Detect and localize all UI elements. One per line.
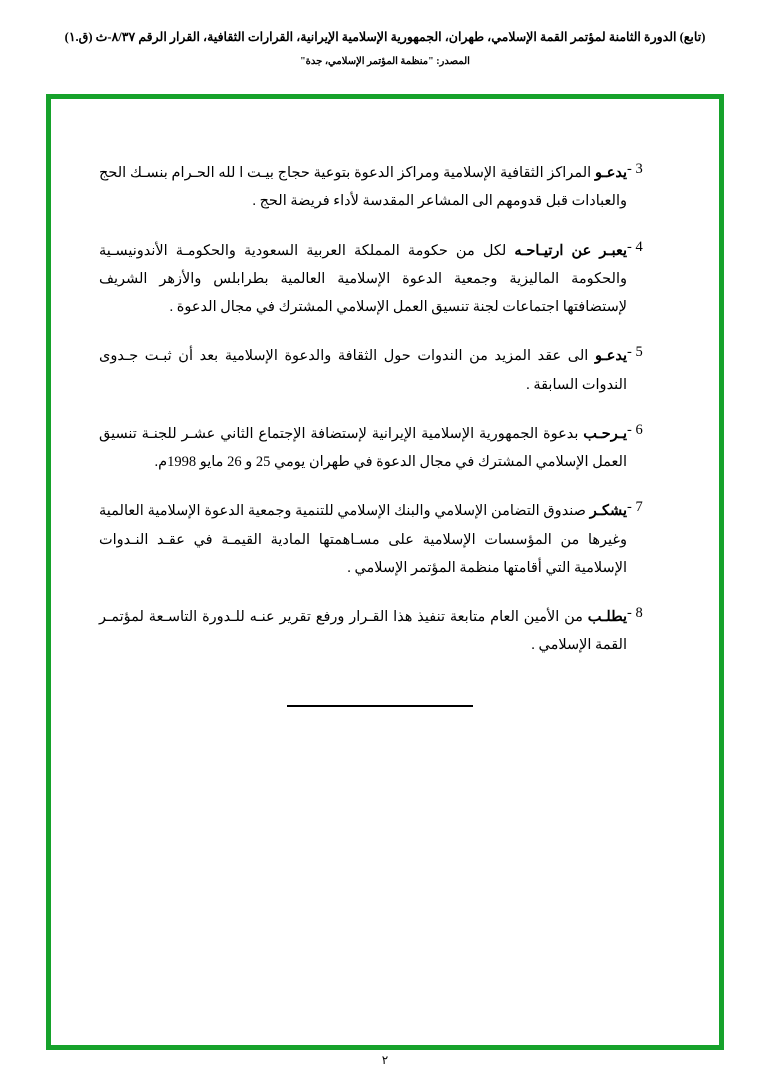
clause-lead-verb: يدعـو bbox=[594, 348, 627, 365]
page-number: ٢ bbox=[381, 1053, 389, 1067]
clause-body-text: بدعوة الجمهورية الإسلامية الإيرانية لإستضافة الإجتماع الثاني عشـر للجنـة تنسيق العمل الإسلامي المشترك في مجال الدعوة في طهران يومي 25 و 26 مايو 1998م. bbox=[99, 425, 627, 471]
page-border-frame bbox=[46, 94, 724, 1050]
resolution-clause-list bbox=[99, 159, 661, 712]
clause-text bbox=[99, 159, 627, 216]
clause-body-text: الى عقد المزيد من الندوات حول الثقافة والدعوة الإسلامية بعد أن ثبـت جـدوى الندوات السابقة . bbox=[99, 348, 627, 393]
clause-lead-verb: يطلـب bbox=[587, 609, 628, 626]
clause-item bbox=[99, 497, 661, 582]
clause-item bbox=[99, 159, 661, 216]
horizontal-rule bbox=[287, 705, 473, 707]
clause-number: 5 - bbox=[627, 344, 643, 361]
clause-body-text: من الأمين العام متابعة تنفيذ هذا القـرار ورفع تقرير عنـه للـدورة التاسـعة لمؤتمـر القمة الإسلامي . bbox=[99, 609, 627, 654]
clause-lead-verb: يـرحـب bbox=[583, 425, 627, 442]
clause-lead-verb: يعبـر عن ارتيـاحـه bbox=[514, 242, 627, 259]
clause-item bbox=[99, 420, 661, 477]
clause-number: 3 - bbox=[627, 161, 643, 177]
document-header bbox=[0, 28, 770, 67]
clause-number: 6 - bbox=[627, 421, 643, 438]
clause-text bbox=[99, 497, 627, 582]
clause-lead-verb: يشكـر bbox=[589, 503, 627, 520]
section-divider bbox=[99, 694, 661, 712]
header-source-line: المصدر: "منظمة المؤتمر الإسلامي، جدة" bbox=[300, 55, 470, 67]
clause-text bbox=[99, 342, 627, 399]
clause-number: 4 - bbox=[627, 238, 643, 255]
clause-text bbox=[99, 603, 627, 660]
header-reference-line: (تابع) الدورة الثامنة لمؤتمر القمة الإسلامي، طهران، الجمهورية الإسلامية الإيرانية، القرارات الثقافية، القرار الرقم ٨/٣٧-ث (ق.١) bbox=[64, 30, 706, 44]
clause-body-text: لكل من حكومة المملكة العربية السعودية والحكومـة الأندونيسـية والحكومة الماليزية وجمعية الدعوة الإسلامية العالمية بطرابلس والأزهر الشريف لإستضافتها اجتماعات لجنة تنسيق العمل الإسلامي المشترك في مجال الدعوة . bbox=[99, 242, 627, 316]
clause-lead-verb: يدعـو bbox=[594, 165, 628, 181]
clause-number: 8 - bbox=[627, 605, 643, 622]
clause-item bbox=[99, 603, 661, 660]
clause-text bbox=[99, 237, 627, 322]
clause-item bbox=[99, 237, 661, 322]
clause-text bbox=[99, 420, 627, 477]
clause-item bbox=[99, 342, 661, 399]
clause-body-text: صندوق التضامن الإسلامي والبنك الإسلامي للتنمية وجمعية الدعوة الإسلامية العالمية وغيرها من المؤسسات الإسلامية على مسـاهمتها المادية القيمـة في عقـد النـدوات الإسلامية التي أقامتها منظمة المؤتمر الإسلامي . bbox=[99, 503, 627, 576]
clause-number: 7 - bbox=[627, 499, 643, 516]
clause-body-text: المراكز الثقافية الإسلامية ومراكز الدعوة بتوعية حجاج بيـت ا لله الحـرام بنسـك الحج والعبادات قبل قدومهم الى المشاعر المقدسة لأداء فريضة الحج . bbox=[99, 165, 627, 210]
